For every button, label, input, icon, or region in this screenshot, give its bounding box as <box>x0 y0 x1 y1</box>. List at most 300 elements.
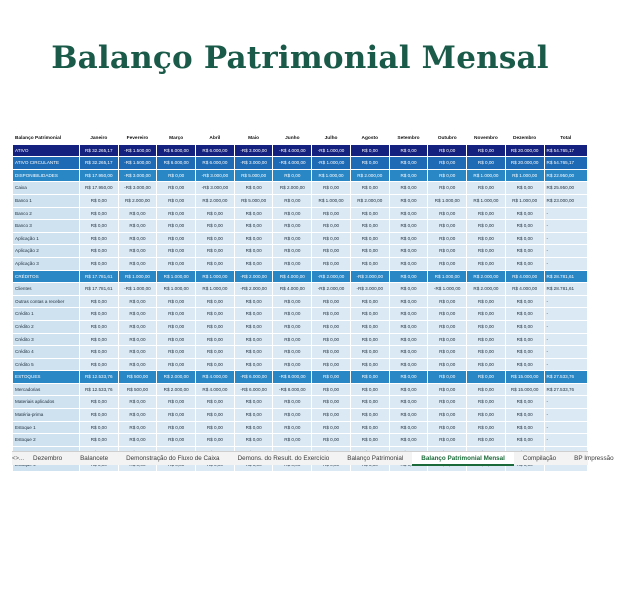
table-cell[interactable]: - <box>545 346 588 359</box>
table-cell[interactable]: R$ 0,00 <box>506 308 544 321</box>
table-cell[interactable]: R$ 0,00 <box>428 233 466 246</box>
table-cell[interactable]: R$ 0,00 <box>273 359 311 372</box>
table-cell[interactable]: - <box>545 208 588 221</box>
table-cell[interactable]: R$ 1.000,00 <box>312 195 350 208</box>
table-cell[interactable]: R$ 0,00 <box>196 409 234 422</box>
table-cell[interactable]: R$ 0,00 <box>390 233 428 246</box>
table-cell[interactable]: R$ 0,00 <box>235 321 273 334</box>
table-cell[interactable]: R$ 6.000,00 <box>157 157 195 170</box>
table-cell[interactable]: R$ 0,00 <box>235 233 273 246</box>
table-cell[interactable]: -R$ 3.000,00 <box>235 157 273 170</box>
table-cell[interactable]: - <box>545 321 588 334</box>
table-cell[interactable]: R$ 0,00 <box>428 434 466 447</box>
table-cell[interactable]: R$ 0,00 <box>80 233 118 246</box>
table-cell[interactable]: R$ 0,00 <box>273 170 311 183</box>
table-cell[interactable]: R$ 5.000,00 <box>235 170 273 183</box>
table-cell[interactable]: R$ 0,00 <box>467 182 505 195</box>
table-cell[interactable]: R$ 0,00 <box>506 220 544 233</box>
row-label-cell[interactable]: Banco 3 <box>13 220 79 233</box>
table-cell[interactable]: R$ 0,00 <box>119 245 157 258</box>
table-cell[interactable]: R$ 1.000,00 <box>506 195 544 208</box>
table-cell[interactable]: -R$ 8.000,00 <box>273 371 311 384</box>
table-cell[interactable]: -R$ 1.500,00 <box>119 145 157 158</box>
column-header[interactable]: Outubro <box>428 133 466 145</box>
table-cell[interactable]: R$ 0,00 <box>390 283 428 296</box>
table-cell[interactable]: R$ 0,00 <box>506 346 544 359</box>
row-label-cell[interactable]: Materiais aplicados <box>13 396 79 409</box>
table-cell[interactable]: R$ 0,00 <box>235 296 273 309</box>
table-cell[interactable]: R$ 0,00 <box>235 220 273 233</box>
table-cell[interactable]: R$ 0,00 <box>351 359 389 372</box>
table-cell[interactable]: -R$ 6.000,00 <box>235 371 273 384</box>
table-cell[interactable]: R$ 0,00 <box>390 145 428 158</box>
table-cell[interactable]: -R$ 4.000,00 <box>273 145 311 158</box>
sheet-tab[interactable]: BP Impressão <box>574 454 614 462</box>
table-cell[interactable]: R$ 0,00 <box>351 182 389 195</box>
table-cell[interactable]: R$ 0,00 <box>390 296 428 309</box>
table-cell[interactable]: R$ 2.000,00 <box>196 195 234 208</box>
table-cell[interactable]: R$ 1.000,00 <box>119 271 157 284</box>
table-cell[interactable]: R$ 0,00 <box>506 296 544 309</box>
table-cell[interactable]: R$ 0,00 <box>428 371 466 384</box>
table-cell[interactable]: R$ 0,00 <box>196 220 234 233</box>
table-cell[interactable]: R$ 0,00 <box>157 422 195 435</box>
table-cell[interactable]: R$ 0,00 <box>467 233 505 246</box>
table-cell[interactable]: R$ 0,00 <box>351 409 389 422</box>
table-cell[interactable]: R$ 0,00 <box>235 396 273 409</box>
column-header[interactable]: Setembro <box>390 133 428 145</box>
table-cell[interactable]: R$ 6.000,00 <box>157 145 195 158</box>
table-cell[interactable]: R$ 0,00 <box>196 422 234 435</box>
table-cell[interactable]: R$ 0,00 <box>506 396 544 409</box>
table-cell[interactable]: R$ 0,00 <box>273 233 311 246</box>
table-cell[interactable]: R$ 0,00 <box>351 157 389 170</box>
table-cell[interactable]: R$ 15.000,00 <box>506 384 544 397</box>
row-label-cell[interactable]: ESTOQUES <box>13 371 79 384</box>
table-cell[interactable]: R$ 0,00 <box>467 258 505 271</box>
table-cell[interactable]: R$ 32.265,17 <box>80 145 118 158</box>
table-cell[interactable]: R$ 17.950,00 <box>80 182 118 195</box>
table-cell[interactable]: R$ 0,00 <box>80 359 118 372</box>
table-cell[interactable]: R$ 0,00 <box>157 195 195 208</box>
table-cell[interactable]: R$ 0,00 <box>80 308 118 321</box>
scroll-left-icon[interactable]: < <box>12 455 16 462</box>
column-header[interactable]: Junho <box>273 133 311 145</box>
more-sheets-icon[interactable]: ... <box>19 455 25 462</box>
table-cell[interactable]: R$ 0,00 <box>428 359 466 372</box>
table-cell[interactable]: R$ 1.000,00 <box>467 195 505 208</box>
table-cell[interactable]: R$ 0,00 <box>273 396 311 409</box>
table-cell[interactable]: - <box>545 245 588 258</box>
table-cell[interactable]: R$ 0,00 <box>80 346 118 359</box>
table-cell[interactable]: R$ 0,00 <box>467 321 505 334</box>
table-cell[interactable]: -R$ 2.000,00 <box>235 283 273 296</box>
table-cell[interactable]: R$ 0,00 <box>119 220 157 233</box>
table-cell[interactable]: R$ 1.000,00 <box>467 170 505 183</box>
table-cell[interactable]: R$ 0,00 <box>80 296 118 309</box>
column-header[interactable]: Dezembro <box>506 133 544 145</box>
table-cell[interactable]: R$ 0,00 <box>196 245 234 258</box>
table-cell[interactable]: R$ 0,00 <box>235 258 273 271</box>
table-cell[interactable]: R$ 0,00 <box>157 258 195 271</box>
table-cell[interactable]: R$ 0,00 <box>312 245 350 258</box>
table-cell[interactable]: R$ 0,00 <box>351 384 389 397</box>
table-cell[interactable]: R$ 2.000,00 <box>467 283 505 296</box>
table-cell[interactable]: R$ 0,00 <box>351 334 389 347</box>
table-cell[interactable]: R$ 0,00 <box>235 434 273 447</box>
table-cell[interactable]: R$ 500,00 <box>119 371 157 384</box>
table-cell[interactable]: R$ 0,00 <box>273 409 311 422</box>
table-cell[interactable]: R$ 0,00 <box>390 308 428 321</box>
table-cell[interactable]: -R$ 4.000,00 <box>273 157 311 170</box>
table-cell[interactable]: R$ 0,00 <box>157 334 195 347</box>
column-header[interactable]: Janeiro <box>80 133 118 145</box>
table-cell[interactable]: R$ 4.000,00 <box>506 271 544 284</box>
row-label-cell[interactable]: Crédito 1 <box>13 308 79 321</box>
row-label-cell[interactable]: Clientes <box>13 283 79 296</box>
table-cell[interactable]: R$ 27.533,76 <box>545 371 588 384</box>
table-cell[interactable]: R$ 0,00 <box>157 208 195 221</box>
table-cell[interactable]: R$ 28.781,61 <box>545 283 588 296</box>
table-cell[interactable]: R$ 2.000,00 <box>157 371 195 384</box>
table-cell[interactable]: R$ 0,00 <box>428 145 466 158</box>
table-cell[interactable]: R$ 0,00 <box>273 346 311 359</box>
table-cell[interactable]: R$ 0,00 <box>428 384 466 397</box>
table-cell[interactable]: R$ 0,00 <box>351 434 389 447</box>
table-cell[interactable]: R$ 54.765,17 <box>545 157 588 170</box>
table-cell[interactable]: R$ 0,00 <box>351 321 389 334</box>
table-cell[interactable]: R$ 0,00 <box>235 208 273 221</box>
table-cell[interactable]: R$ 0,00 <box>390 384 428 397</box>
table-cell[interactable]: R$ 0,00 <box>235 346 273 359</box>
table-cell[interactable]: R$ 25.950,00 <box>545 182 588 195</box>
column-header[interactable]: Fevereiro <box>119 133 157 145</box>
table-cell[interactable]: R$ 0,00 <box>157 409 195 422</box>
table-cell[interactable]: R$ 0,00 <box>390 321 428 334</box>
table-cell[interactable]: R$ 17.950,00 <box>80 170 118 183</box>
table-cell[interactable]: R$ 0,00 <box>157 434 195 447</box>
table-cell[interactable]: R$ 20.000,00 <box>506 145 544 158</box>
column-header[interactable]: Agosto <box>351 133 389 145</box>
sheet-tab[interactable]: Demons. do Result. do Exercício <box>237 454 330 462</box>
table-cell[interactable]: R$ 0,00 <box>351 296 389 309</box>
table-cell[interactable]: R$ 0,00 <box>119 296 157 309</box>
table-cell[interactable]: R$ 0,00 <box>80 195 118 208</box>
table-cell[interactable]: -R$ 1.000,00 <box>428 283 466 296</box>
table-cell[interactable]: R$ 0,00 <box>428 220 466 233</box>
table-cell[interactable]: R$ 0,00 <box>235 245 273 258</box>
table-cell[interactable]: R$ 27.533,76 <box>545 384 588 397</box>
table-cell[interactable]: R$ 0,00 <box>312 384 350 397</box>
table-cell[interactable]: R$ 0,00 <box>506 321 544 334</box>
table-cell[interactable]: R$ 0,00 <box>428 170 466 183</box>
table-cell[interactable]: -R$ 1.000,00 <box>119 283 157 296</box>
table-cell[interactable]: R$ 4.000,00 <box>273 271 311 284</box>
table-cell[interactable]: R$ 0,00 <box>312 434 350 447</box>
table-cell[interactable]: R$ 0,00 <box>312 182 350 195</box>
table-cell[interactable]: R$ 0,00 <box>119 409 157 422</box>
row-label-cell[interactable]: Crédito 3 <box>13 334 79 347</box>
table-cell[interactable]: R$ 2.000,00 <box>351 170 389 183</box>
sheet-tab[interactable]: Balanço Patrimonial <box>347 454 404 462</box>
table-cell[interactable]: R$ 0,00 <box>80 220 118 233</box>
table-cell[interactable]: R$ 0,00 <box>390 258 428 271</box>
row-label-cell[interactable]: Outras contas a receber <box>13 296 79 309</box>
table-cell[interactable]: R$ 0,00 <box>390 396 428 409</box>
table-cell[interactable]: R$ 0,00 <box>80 434 118 447</box>
table-cell[interactable]: R$ 0,00 <box>351 422 389 435</box>
row-label-cell[interactable]: Caixa <box>13 182 79 195</box>
table-cell[interactable]: R$ 12.533,76 <box>80 384 118 397</box>
table-cell[interactable]: - <box>545 220 588 233</box>
table-cell[interactable]: R$ 0,00 <box>428 409 466 422</box>
row-label-cell[interactable]: Crédito 4 <box>13 346 79 359</box>
sheet-tab[interactable]: Compilação <box>522 454 557 462</box>
table-cell[interactable]: R$ 0,00 <box>273 220 311 233</box>
row-label-cell[interactable]: CRÉDITOS <box>13 271 79 284</box>
table-cell[interactable]: R$ 0,00 <box>312 233 350 246</box>
table-cell[interactable]: R$ 0,00 <box>196 296 234 309</box>
table-cell[interactable]: R$ 0,00 <box>506 258 544 271</box>
table-cell[interactable]: R$ 2.000,00 <box>157 384 195 397</box>
table-cell[interactable]: R$ 1.000,00 <box>428 271 466 284</box>
table-cell[interactable]: R$ 0,00 <box>506 182 544 195</box>
table-cell[interactable]: R$ 0,00 <box>80 422 118 435</box>
table-cell[interactable]: R$ 0,00 <box>467 157 505 170</box>
table-cell[interactable]: R$ 1.000,00 <box>428 195 466 208</box>
table-cell[interactable]: R$ 0,00 <box>157 182 195 195</box>
table-cell[interactable]: R$ 0,00 <box>119 334 157 347</box>
table-cell[interactable]: R$ 0,00 <box>119 346 157 359</box>
table-cell[interactable]: R$ 0,00 <box>428 157 466 170</box>
table-cell[interactable]: R$ 0,00 <box>351 371 389 384</box>
table-cell[interactable]: R$ 0,00 <box>273 321 311 334</box>
table-cell[interactable]: R$ 0,00 <box>119 233 157 246</box>
table-cell[interactable]: R$ 0,00 <box>428 208 466 221</box>
table-cell[interactable]: R$ 0,00 <box>196 359 234 372</box>
column-header[interactable]: Abril <box>196 133 234 145</box>
table-cell[interactable]: R$ 0,00 <box>390 359 428 372</box>
table-cell[interactable]: -R$ 3.000,00 <box>351 283 389 296</box>
table-cell[interactable]: R$ 0,00 <box>273 208 311 221</box>
table-cell[interactable]: R$ 2.000,00 <box>119 195 157 208</box>
table-cell[interactable]: R$ 0,00 <box>157 346 195 359</box>
table-cell[interactable]: R$ 0,00 <box>312 296 350 309</box>
table-cell[interactable]: R$ 0,00 <box>467 434 505 447</box>
table-cell[interactable]: R$ 0,00 <box>273 258 311 271</box>
table-cell[interactable]: R$ 0,00 <box>467 245 505 258</box>
table-cell[interactable]: R$ 0,00 <box>390 371 428 384</box>
row-label-cell[interactable]: Matéria-prima <box>13 409 79 422</box>
table-cell[interactable]: R$ 1.000,00 <box>312 170 350 183</box>
table-cell[interactable]: R$ 0,00 <box>80 409 118 422</box>
table-cell[interactable]: - <box>545 396 588 409</box>
table-cell[interactable]: -R$ 2.000,00 <box>312 283 350 296</box>
row-label-cell[interactable]: Banco 1 <box>13 195 79 208</box>
table-cell[interactable]: R$ 0,00 <box>157 308 195 321</box>
column-header[interactable]: Março <box>157 133 195 145</box>
table-cell[interactable]: R$ 0,00 <box>119 258 157 271</box>
column-header[interactable]: Novembro <box>467 133 505 145</box>
row-label-cell[interactable]: ATIVO CIRCULANTE <box>13 157 79 170</box>
table-cell[interactable]: -R$ 1.500,00 <box>119 157 157 170</box>
table-cell[interactable]: R$ 0,00 <box>80 334 118 347</box>
table-cell[interactable]: R$ 0,00 <box>312 422 350 435</box>
row-label-cell[interactable]: Aplicação 3 <box>13 258 79 271</box>
row-label-cell[interactable]: Crédito 5 <box>13 359 79 372</box>
row-label-cell[interactable]: Aplicação 1 <box>13 233 79 246</box>
table-cell[interactable]: R$ 0,00 <box>119 208 157 221</box>
table-cell[interactable]: R$ 28.781,61 <box>545 271 588 284</box>
table-cell[interactable]: R$ 0,00 <box>312 208 350 221</box>
table-cell[interactable]: R$ 0,00 <box>428 321 466 334</box>
table-cell[interactable]: R$ 0,00 <box>312 321 350 334</box>
table-cell[interactable]: R$ 0,00 <box>467 396 505 409</box>
table-cell[interactable]: R$ 0,00 <box>312 359 350 372</box>
table-cell[interactable]: R$ 1.000,00 <box>157 271 195 284</box>
table-cell[interactable]: R$ 0,00 <box>467 409 505 422</box>
table-cell[interactable]: R$ 0,00 <box>467 308 505 321</box>
table-cell[interactable]: R$ 0,00 <box>80 321 118 334</box>
table-cell[interactable]: R$ 0,00 <box>428 258 466 271</box>
table-cell[interactable]: - <box>545 308 588 321</box>
table-cell[interactable]: R$ 0,00 <box>80 258 118 271</box>
table-cell[interactable]: R$ 0,00 <box>273 422 311 435</box>
table-cell[interactable]: R$ 0,00 <box>390 157 428 170</box>
table-cell[interactable]: R$ 0,00 <box>390 271 428 284</box>
table-cell[interactable]: R$ 4.000,00 <box>196 371 234 384</box>
row-label-cell[interactable]: Mercadorias <box>13 384 79 397</box>
table-cell[interactable]: R$ 0,00 <box>157 220 195 233</box>
table-cell[interactable]: R$ 0,00 <box>157 245 195 258</box>
table-cell[interactable]: R$ 0,00 <box>506 245 544 258</box>
row-label-cell[interactable]: Estoque 2 <box>13 434 79 447</box>
table-cell[interactable]: R$ 0,00 <box>467 145 505 158</box>
table-cell[interactable]: - <box>545 434 588 447</box>
table-cell[interactable]: R$ 0,00 <box>312 346 350 359</box>
row-label-cell[interactable]: Crédito 2 <box>13 321 79 334</box>
table-cell[interactable]: R$ 0,00 <box>157 233 195 246</box>
table-cell[interactable]: R$ 0,00 <box>467 334 505 347</box>
table-cell[interactable]: R$ 0,00 <box>273 434 311 447</box>
table-cell[interactable]: R$ 0,00 <box>119 396 157 409</box>
table-cell[interactable]: -R$ 2.000,00 <box>312 271 350 284</box>
table-cell[interactable]: R$ 4.000,00 <box>273 283 311 296</box>
table-cell[interactable]: R$ 0,00 <box>196 434 234 447</box>
table-cell[interactable]: R$ 0,00 <box>428 182 466 195</box>
table-cell[interactable]: -R$ 1.000,00 <box>312 145 350 158</box>
table-cell[interactable]: R$ 0,00 <box>312 396 350 409</box>
row-label-cell[interactable]: Banco 2 <box>13 208 79 221</box>
table-cell[interactable]: R$ 0,00 <box>80 208 118 221</box>
table-cell[interactable]: R$ 0,00 <box>467 220 505 233</box>
table-cell[interactable]: R$ 2.000,00 <box>273 182 311 195</box>
table-cell[interactable]: R$ 0,00 <box>196 334 234 347</box>
table-cell[interactable]: R$ 22.950,00 <box>545 170 588 183</box>
column-header[interactable]: Total <box>545 133 588 145</box>
table-cell[interactable]: R$ 0,00 <box>235 308 273 321</box>
table-cell[interactable]: R$ 0,00 <box>196 258 234 271</box>
table-cell[interactable]: R$ 500,00 <box>119 384 157 397</box>
table-cell[interactable]: - <box>545 359 588 372</box>
table-cell[interactable]: R$ 0,00 <box>351 396 389 409</box>
table-cell[interactable]: R$ 0,00 <box>351 220 389 233</box>
table-cell[interactable]: -R$ 6.000,00 <box>235 384 273 397</box>
table-cell[interactable]: R$ 32.265,17 <box>80 157 118 170</box>
table-cell[interactable]: R$ 0,00 <box>390 182 428 195</box>
table-cell[interactable]: - <box>545 233 588 246</box>
table-cell[interactable]: R$ 0,00 <box>196 321 234 334</box>
table-cell[interactable]: R$ 0,00 <box>196 233 234 246</box>
table-cell[interactable]: R$ 0,00 <box>273 195 311 208</box>
table-cell[interactable]: R$ 0,00 <box>506 422 544 435</box>
table-cell[interactable]: - <box>545 258 588 271</box>
table-cell[interactable]: R$ 0,00 <box>196 208 234 221</box>
table-cell[interactable]: R$ 0,00 <box>312 334 350 347</box>
table-cell[interactable]: R$ 0,00 <box>312 409 350 422</box>
table-cell[interactable]: R$ 0,00 <box>506 434 544 447</box>
table-cell[interactable]: R$ 0,00 <box>235 359 273 372</box>
table-cell[interactable]: - <box>545 296 588 309</box>
table-cell[interactable]: R$ 0,00 <box>390 195 428 208</box>
table-cell[interactable]: R$ 12.533,76 <box>80 371 118 384</box>
row-label-cell[interactable]: Aplicação 2 <box>13 245 79 258</box>
table-cell[interactable]: -R$ 3.000,00 <box>235 145 273 158</box>
table-cell[interactable]: R$ 20.000,00 <box>506 157 544 170</box>
table-cell[interactable]: R$ 5.000,00 <box>235 195 273 208</box>
table-cell[interactable]: R$ 0,00 <box>467 296 505 309</box>
table-cell[interactable]: R$ 0,00 <box>506 208 544 221</box>
table-cell[interactable]: R$ 0,00 <box>467 384 505 397</box>
table-cell[interactable]: R$ 0,00 <box>351 208 389 221</box>
table-cell[interactable]: R$ 0,00 <box>196 308 234 321</box>
table-cell[interactable]: R$ 0,00 <box>467 422 505 435</box>
column-header[interactable]: Maio <box>235 133 273 145</box>
table-cell[interactable]: R$ 0,00 <box>119 308 157 321</box>
table-cell[interactable]: R$ 0,00 <box>428 308 466 321</box>
table-cell[interactable]: R$ 0,00 <box>390 422 428 435</box>
table-cell[interactable]: R$ 0,00 <box>119 434 157 447</box>
table-cell[interactable]: -R$ 3.000,00 <box>351 271 389 284</box>
table-cell[interactable]: -R$ 3.000,00 <box>119 170 157 183</box>
table-cell[interactable]: R$ 0,00 <box>235 334 273 347</box>
table-cell[interactable]: R$ 0,00 <box>312 220 350 233</box>
table-cell[interactable]: R$ 17.781,61 <box>80 283 118 296</box>
table-cell[interactable]: R$ 0,00 <box>351 258 389 271</box>
table-cell[interactable]: R$ 2.000,00 <box>351 195 389 208</box>
table-cell[interactable]: R$ 2.000,00 <box>467 271 505 284</box>
table-cell[interactable]: -R$ 3.000,00 <box>196 182 234 195</box>
table-cell[interactable]: R$ 0,00 <box>390 346 428 359</box>
table-cell[interactable]: R$ 0,00 <box>273 308 311 321</box>
table-cell[interactable]: R$ 0,00 <box>390 334 428 347</box>
table-cell[interactable]: R$ 0,00 <box>506 233 544 246</box>
table-cell[interactable]: R$ 0,00 <box>428 334 466 347</box>
table-cell[interactable]: R$ 1.000,00 <box>506 170 544 183</box>
table-cell[interactable]: R$ 0,00 <box>235 409 273 422</box>
table-cell[interactable]: - <box>545 334 588 347</box>
sheet-tab[interactable]: Balanço Patrimonial Mensal <box>412 452 514 466</box>
table-cell[interactable]: R$ 1.000,00 <box>196 283 234 296</box>
table-cell[interactable]: R$ 0,00 <box>428 422 466 435</box>
table-cell[interactable]: R$ 0,00 <box>157 359 195 372</box>
column-header[interactable]: Julho <box>312 133 350 145</box>
table-cell[interactable]: R$ 0,00 <box>196 396 234 409</box>
table-cell[interactable]: R$ 0,00 <box>312 308 350 321</box>
table-cell[interactable]: R$ 0,00 <box>390 434 428 447</box>
table-cell[interactable]: R$ 0,00 <box>157 396 195 409</box>
table-cell[interactable]: R$ 0,00 <box>157 296 195 309</box>
